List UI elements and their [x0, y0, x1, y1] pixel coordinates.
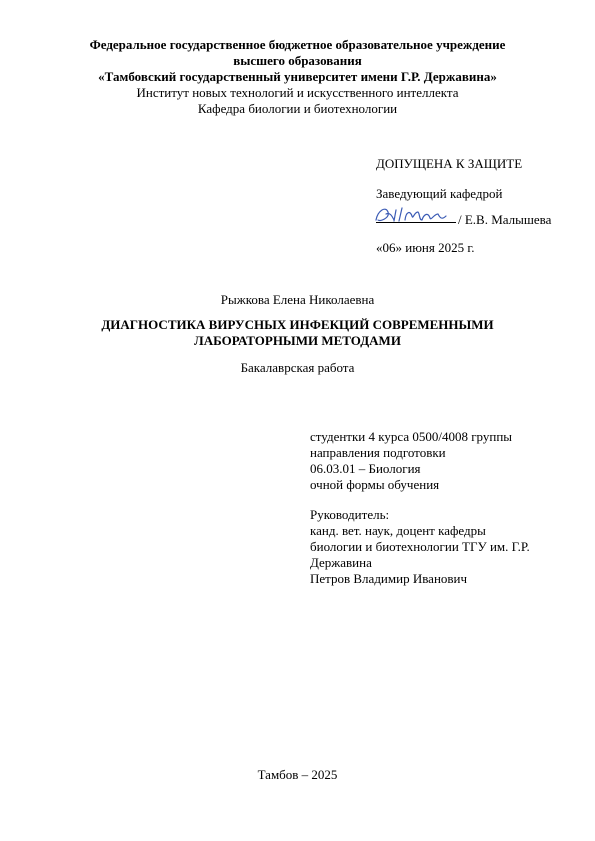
header-line-1: Федеральное государственное бюджетное образовательное учреждение: [89, 37, 506, 52]
approval-title: ДОПУЩЕНА К ЗАЩИТЕ: [376, 156, 523, 171]
supervisor-line-2: биологии и биотехнологии ТГУ им. Г.Р.: [310, 539, 530, 554]
institution-header: [0, 37, 595, 117]
signature-row: [376, 208, 576, 228]
supervisor-line-1: канд. вет. наук, доцент кафедры: [310, 523, 486, 538]
handwritten-signature: [372, 202, 462, 230]
city-year: Тамбов – 2025: [257, 767, 338, 782]
header-line-4: Институт новых технологий и искусственного интеллекта: [136, 85, 459, 100]
header-line-3: «Тамбовский государственный университет имени Г.Р. Державина»: [98, 69, 497, 84]
approval-date: «06» июня 2025 г.: [376, 240, 475, 255]
supervisor-line-3: Державина: [310, 555, 372, 570]
supervisor-label: Руководитель:: [310, 507, 390, 522]
student-line-4: очной формы обучения: [310, 477, 440, 492]
supervisor-info: [310, 507, 580, 587]
work-type: Бакалаврская работа: [240, 360, 355, 375]
approver-name: / Е.В. Малышева: [458, 212, 552, 227]
approval-position: Заведующий кафедрой: [376, 186, 503, 201]
student-line-3: 06.03.01 – Биология: [310, 461, 421, 476]
author-name: Рыжкова Елена Николаевна: [220, 292, 375, 307]
header-line-2: высшего образования: [233, 53, 362, 68]
thesis-title: [0, 317, 595, 349]
student-line-2: направления подготовки: [310, 445, 446, 460]
thesis-title-line-1: ДИАГНОСТИКА ВИРУСНЫХ ИНФЕКЦИЙ СОВРЕМЕННЫМИ: [101, 317, 494, 332]
approval-block: [376, 156, 576, 256]
supervisor-line-4: Петров Владимир Иванович: [310, 571, 468, 586]
student-line-1: студентки 4 курса 0500/4008 группы: [310, 429, 513, 444]
thesis-title-line-2: ЛАБОРАТОРНЫМИ МЕТОДАМИ: [194, 333, 401, 348]
header-line-5: Кафедра биологии и биотехнологии: [197, 101, 398, 116]
student-info: [310, 429, 580, 493]
